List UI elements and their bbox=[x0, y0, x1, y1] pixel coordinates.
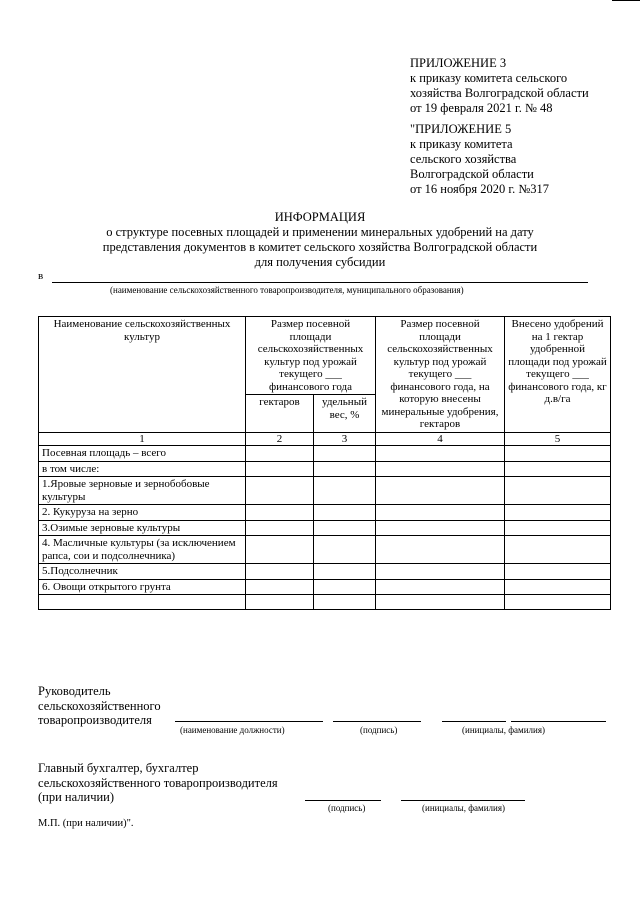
appendix-3-line: от 19 февраля 2021 г. № 48 bbox=[410, 101, 553, 115]
cell-area-ha[interactable] bbox=[246, 446, 314, 462]
row-label: 5.Подсолнечник bbox=[39, 564, 246, 580]
crop-structure-table bbox=[38, 316, 611, 610]
cell-fert[interactable] bbox=[505, 536, 611, 564]
cell-area-ha[interactable] bbox=[246, 579, 314, 595]
title-main: ИНФОРМАЦИЯ bbox=[274, 210, 366, 224]
cell-area-share[interactable] bbox=[314, 520, 376, 536]
appendix-5-line: "ПРИЛОЖЕНИЕ 5 bbox=[410, 122, 512, 136]
col-header-area-ha: гектаров bbox=[246, 395, 314, 433]
row-label: Посевная площадь – всего bbox=[39, 446, 246, 462]
cell-fert[interactable] bbox=[505, 446, 611, 462]
cell-fert-area[interactable] bbox=[376, 579, 505, 595]
table-row bbox=[39, 477, 611, 505]
initials-caption: (инициалы, фамилия) bbox=[462, 725, 545, 735]
cell-fert[interactable] bbox=[505, 579, 611, 595]
cell-area-share[interactable] bbox=[314, 595, 376, 610]
cell-area-share[interactable] bbox=[314, 477, 376, 505]
cell-area-share[interactable] bbox=[314, 505, 376, 521]
cell-area-ha[interactable] bbox=[246, 461, 314, 477]
accountant-label-line: (при наличии) bbox=[38, 790, 115, 804]
table-row bbox=[39, 520, 611, 536]
cell-fert-area[interactable] bbox=[376, 595, 505, 610]
table-row bbox=[39, 579, 611, 595]
cell-fert-area[interactable] bbox=[376, 564, 505, 580]
cell-fert-area[interactable] bbox=[376, 461, 505, 477]
producer-caption: (наименование сельскохозяйственного товаропроизводителя, муниципального образования) bbox=[110, 285, 464, 295]
cell-area-share[interactable] bbox=[314, 536, 376, 564]
col-number: 1 bbox=[39, 432, 246, 446]
row-label: 4. Масличные культуры (за исключением рапса, сои и подсолнечника) bbox=[39, 536, 246, 564]
col-header-area: Размер посевной площади сельскохозяйственных культур под урожай текущего ___ финансового года bbox=[246, 317, 376, 395]
cell-fert[interactable] bbox=[505, 505, 611, 521]
title-line: представления документов в комитет сельского хозяйства Волгоградской области bbox=[102, 240, 538, 254]
row-label: в том числе: bbox=[39, 461, 246, 477]
cell-fert[interactable] bbox=[505, 595, 611, 610]
cell-area-ha[interactable] bbox=[246, 564, 314, 580]
appendix-5-block bbox=[410, 122, 549, 197]
appendix-5-line: к приказу комитета bbox=[410, 137, 513, 151]
col-number: 2 bbox=[246, 432, 314, 446]
cell-fert-area[interactable] bbox=[376, 505, 505, 521]
appendix-5-line: сельского хозяйства bbox=[410, 152, 517, 166]
document-title bbox=[0, 210, 640, 270]
initials-field[interactable] bbox=[442, 721, 506, 722]
producer-field[interactable] bbox=[52, 282, 588, 283]
row-label bbox=[39, 595, 246, 610]
table-header-row bbox=[39, 317, 611, 395]
appendix-3-block bbox=[410, 56, 589, 116]
col-header-name: Наименование сельскохозяйственных культур bbox=[39, 317, 246, 433]
accountant-initials-field[interactable] bbox=[401, 800, 525, 801]
appendix-3-line: ПРИЛОЖЕНИЕ 3 bbox=[410, 56, 507, 70]
cell-fert[interactable] bbox=[505, 477, 611, 505]
row-label: 2. Кукуруза на зерно bbox=[39, 505, 246, 521]
accountant-signature-label bbox=[38, 761, 278, 805]
signature-caption: (подпись) bbox=[360, 725, 398, 735]
row-label: 6. Овощи открытого грунта bbox=[39, 579, 246, 595]
head-label-line: товаропроизводителя bbox=[38, 713, 152, 727]
head-label-line: Руководитель bbox=[38, 684, 111, 698]
appendix-5-line: от 16 ноября 2020 г. №317 bbox=[410, 182, 550, 196]
cell-fert[interactable] bbox=[505, 520, 611, 536]
col-number: 3 bbox=[314, 432, 376, 446]
col-header-fert-area: Размер посевной площади сельскохозяйственных культур под урожай текущего ___ финансового года, на которую внесены минеральные удобрения, гектаров bbox=[376, 317, 505, 433]
table-number-row bbox=[39, 432, 611, 446]
cell-area-ha[interactable] bbox=[246, 520, 314, 536]
cell-fert[interactable] bbox=[505, 564, 611, 580]
title-line: о структуре посевных площадей и применении минеральных удобрений на дату bbox=[106, 225, 534, 239]
col-number: 5 bbox=[505, 432, 611, 446]
producer-prefix: в bbox=[38, 270, 44, 282]
stamp-note: М.П. (при наличии)". bbox=[38, 818, 134, 829]
appendix-3-line: к приказу комитета сельского bbox=[410, 71, 568, 85]
accountant-initials-caption: (инициалы, фамилия) bbox=[422, 803, 505, 813]
head-signature-label bbox=[38, 684, 161, 728]
surname-field[interactable] bbox=[511, 721, 606, 722]
accountant-signature-field[interactable] bbox=[305, 800, 381, 801]
cell-fert[interactable] bbox=[505, 461, 611, 477]
cell-area-ha[interactable] bbox=[246, 505, 314, 521]
row-label: 3.Озимые зерновые культуры bbox=[39, 520, 246, 536]
col-header-area-share: удельный вес, % bbox=[314, 395, 376, 433]
cell-fert-area[interactable] bbox=[376, 536, 505, 564]
table-row bbox=[39, 595, 611, 610]
col-number: 4 bbox=[376, 432, 505, 446]
table-row bbox=[39, 536, 611, 564]
title-line: для получения субсидии bbox=[254, 255, 386, 269]
appendix-3-line: хозяйства Волгоградской области bbox=[410, 86, 589, 100]
head-label-line: сельскохозяйственного bbox=[38, 698, 161, 713]
signature-field[interactable] bbox=[333, 721, 421, 722]
cell-fert-area[interactable] bbox=[376, 477, 505, 505]
cell-area-ha[interactable] bbox=[246, 477, 314, 505]
cell-fert-area[interactable] bbox=[376, 446, 505, 462]
appendix-5-line: Волгоградской области bbox=[410, 167, 534, 181]
cell-area-ha[interactable] bbox=[246, 595, 314, 610]
corner-mark bbox=[612, 0, 640, 7]
row-label: 1.Яровые зерновые и зернобобовые культуры bbox=[39, 477, 246, 505]
cell-area-share[interactable] bbox=[314, 579, 376, 595]
accountant-label-line: сельскохозяйственного товаропроизводителя bbox=[38, 775, 278, 790]
accountant-signature-caption: (подпись) bbox=[328, 803, 366, 813]
table-row bbox=[39, 446, 611, 462]
accountant-label-line: Главный бухгалтер, бухгалтер bbox=[38, 761, 199, 775]
position-field[interactable] bbox=[175, 721, 323, 722]
position-caption: (наименование должности) bbox=[180, 725, 285, 735]
cell-area-share[interactable] bbox=[314, 564, 376, 580]
table-row bbox=[39, 461, 611, 477]
cell-area-share[interactable] bbox=[314, 446, 376, 462]
cell-area-ha[interactable] bbox=[246, 536, 314, 564]
col-header-fert: Внесено удобрений на 1 гектар удобренной площади под урожай текущего ___ финансового года, кг д.в/га bbox=[505, 317, 611, 433]
cell-fert-area[interactable] bbox=[376, 520, 505, 536]
table-row bbox=[39, 505, 611, 521]
cell-area-share[interactable] bbox=[314, 461, 376, 477]
table-row bbox=[39, 564, 611, 580]
